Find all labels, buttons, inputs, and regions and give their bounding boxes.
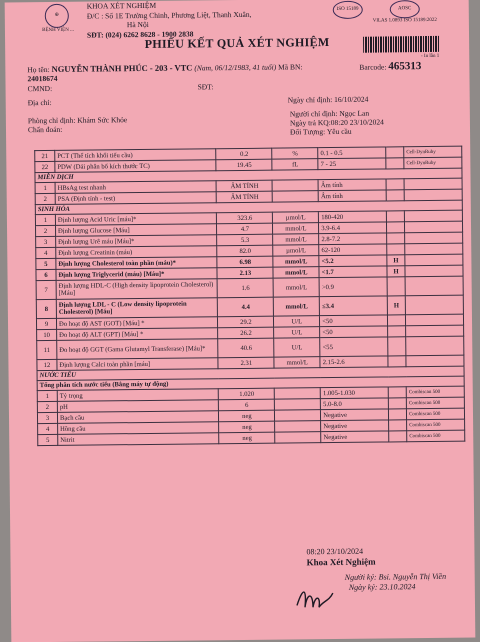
cell-test-name: Định lượng Urê máu [Máu]* (56, 235, 218, 248)
cell-unit: mmol/L (274, 357, 320, 368)
cell-unit (275, 399, 321, 410)
cell-reference: 1.005-1.030 (320, 387, 388, 399)
cell-device (405, 276, 463, 296)
cell-device: Cell-DynRuby (404, 146, 462, 158)
cell-unit: mmol/L (273, 223, 319, 234)
cell-index: 1 (35, 214, 55, 225)
address-label: Địa chỉ: (27, 97, 52, 108)
order-date: Ngày chỉ định: 16/10/2024 (287, 94, 369, 105)
cell-result: ÂM TÍNH (217, 180, 273, 192)
cell-test-name: Định lượng Glucose [Máu] (55, 224, 217, 237)
cell-flag (387, 244, 405, 255)
cell-device: Combiscan 500 (407, 408, 465, 420)
cell-test-name: PSA (Định tính - test) (55, 192, 217, 205)
cell-unit: µmol/L (273, 245, 319, 256)
cell-device (405, 254, 463, 266)
cmnd-label: CMND: (27, 83, 53, 94)
patient-dob: (Nam, 06/12/1983, 41 tuổi) (194, 62, 277, 73)
cell-reference: 0.1 - 0.5 (318, 147, 386, 159)
cell-unit (275, 388, 321, 399)
cell-reference: 2.8-7.2 (319, 233, 387, 245)
name-label: Họ tên: (27, 64, 50, 75)
cell-index: 3 (36, 236, 56, 247)
cell-result: ÂM TÍNH (217, 191, 273, 203)
hospital-logo: ⊕ (45, 4, 69, 28)
cell-device (406, 314, 464, 326)
cell-index: 9 (36, 318, 56, 329)
cell-result: 6 (219, 399, 275, 411)
cell-reference: 5.0-8.0 (321, 398, 389, 410)
cell-device (406, 336, 464, 356)
cell-unit (275, 421, 321, 432)
cell-index: 7 (36, 280, 56, 299)
barcode-number: 465313 (388, 60, 422, 73)
cell-result: 6.98 (217, 256, 273, 268)
cell-result: 1.6 (218, 278, 274, 298)
cell-unit: % (272, 148, 318, 159)
iso-seal-mark: ISO 15189 (332, 1, 362, 19)
cell-device (404, 210, 462, 222)
cell-reference: Âm tính (318, 179, 386, 191)
footer-dept: Khoa Xét Nghiệm (306, 556, 376, 568)
cell-test-name: Định lượng HDL-C (High density lipoprotein Cholesterol) [Máu] (56, 279, 218, 300)
cell-test-name: Định lượng Creatinin (máu) (56, 246, 218, 259)
cell-unit: fL (272, 159, 318, 170)
cell-test-name: Đo hoạt độ ALT (GPT) [Máu] * (57, 328, 219, 341)
ordering-room: Phòng chỉ định: Khám Sức Khỏe (27, 115, 128, 126)
cell-result: 5.3 (217, 234, 273, 246)
cell-flag: H (387, 296, 405, 315)
cell-device (404, 178, 462, 190)
cell-test-name: Tỷ trọng (57, 389, 219, 402)
cell-flag (389, 409, 407, 420)
cell-flag (386, 211, 404, 222)
cell-index: 1 (35, 182, 55, 193)
cell-index: 5 (36, 258, 56, 269)
cell-unit: U/L (274, 338, 320, 357)
sign-date: Ngày ký: 23.10.2024 (348, 582, 416, 592)
cell-flag (387, 277, 405, 296)
cell-test-name: Nitrit (58, 433, 220, 446)
cell-test-name: pH (57, 400, 219, 413)
cell-reference: <55 (320, 337, 388, 357)
cell-unit: mmol/L (274, 297, 320, 316)
patient-name: NGUYỄN THÀNH PHÚC - 203 - VTC (51, 62, 193, 74)
cell-reference: Âm tính (318, 190, 386, 202)
result-sheet (5, 0, 476, 642)
cell-result: 4.4 (218, 297, 274, 317)
cell-reference: 3.9-6.4 (319, 222, 387, 234)
cell-index: 6 (36, 269, 56, 280)
cell-reference: <50 (320, 315, 388, 327)
cell-flag (388, 326, 406, 337)
cell-device (406, 325, 464, 337)
cell-index: 4 (36, 247, 56, 258)
cell-result: 82.0 (217, 245, 273, 257)
cell-index: 4 (38, 423, 58, 434)
ma-bn-label: Mã BN: (277, 62, 303, 72)
cell-test-name: PCT (Thể tích khối tiểu cầu) (55, 149, 217, 162)
subsection-urinalysis-label: Tổng phân tích nước tiểu (Bằng máy tự động) (37, 376, 464, 390)
cell-index: 11 (37, 340, 57, 359)
cell-result: 29.2 (218, 316, 274, 328)
cell-device (405, 295, 463, 315)
cell-reference: Negative (321, 409, 389, 421)
cell-test-name: Định lượng Calci toàn phần [máu] (57, 358, 219, 371)
cell-device (405, 243, 463, 255)
cell-reference: ≤3.4 (320, 296, 388, 316)
cell-index: 12 (37, 359, 57, 370)
cell-flag (387, 222, 405, 233)
footer-time: 08:20 23/10/2024 (306, 546, 364, 557)
section-mien-dich-label: MIỄN DỊCH (35, 168, 462, 182)
cell-flag: H (387, 266, 405, 277)
phone-line: SĐT: (024) 6262 8628 - 1900 2838 (86, 28, 194, 40)
cell-reference: <50 (320, 326, 388, 338)
cell-unit: µmol/L (273, 212, 319, 223)
cell-unit: U/L (274, 316, 320, 327)
cell-device: Combiscan 500 (407, 419, 465, 431)
ma-bn-value: 24018674 (27, 73, 58, 84)
cell-flag (386, 158, 404, 169)
cell-reference: 2.15-2.6 (320, 356, 388, 368)
cell-device (404, 189, 462, 201)
cell-flag (388, 356, 406, 367)
cell-index: 2 (35, 193, 55, 204)
cell-unit (275, 432, 321, 443)
cell-reference: Negative (321, 420, 389, 432)
cell-flag (388, 315, 406, 326)
cell-unit: mmol/L (273, 256, 319, 267)
cell-result: 19.45 (216, 159, 272, 171)
cell-test-name: Định lượng Triglycerid (máu) [Máu]* (56, 268, 218, 281)
rows-sinh-hoa (35, 210, 464, 370)
sdt-label: SĐT: (197, 82, 214, 92)
cell-test-name: Hồng cầu (58, 422, 220, 435)
section-nuoc-tieu-label: NƯỚC TIỂU (37, 366, 464, 380)
result-date: Ngày trả KQ:08:20 23/10/2024 (289, 117, 384, 128)
patient-category: Đối Tượng: Yêu cầu (289, 126, 352, 137)
cell-unit: U/L (274, 327, 320, 338)
cell-test-name: HBsAg test nhanh (55, 181, 217, 194)
diagnosis-label: Chẩn đoán: (27, 124, 63, 135)
cell-test-name: Định lượng Cholesterol toàn phần (máu)* (56, 257, 218, 270)
print-count: - In lần 1 (421, 53, 440, 60)
cell-index: 1 (37, 390, 57, 401)
cell-result: 2.31 (218, 357, 274, 369)
cell-flag (386, 179, 404, 190)
signature-mark (293, 583, 335, 613)
barcode-image (363, 36, 439, 53)
cell-result: 26.2 (218, 327, 274, 339)
cell-index: 10 (37, 329, 57, 340)
cell-device: Combiscan 500 (406, 386, 464, 398)
cell-result: 4.7 (217, 223, 273, 235)
cell-device: Combiscan 500 (406, 397, 464, 409)
cell-reference: >0.9 (319, 277, 387, 297)
cell-result: 1.020 (219, 388, 275, 400)
cell-device: Cell-DynRuby (404, 157, 462, 169)
cell-flag (388, 387, 406, 398)
accreditation-seals (332, 0, 436, 24)
cell-device (406, 355, 464, 367)
cell-unit (272, 191, 318, 202)
cell-flag (386, 147, 404, 158)
cell-result: 0.2 (216, 148, 272, 160)
ordering-doctor: Người chỉ định: Ngọc Lan (289, 108, 370, 119)
cell-result: neg (219, 421, 275, 433)
cell-reference: Negative (321, 431, 389, 443)
cell-unit (275, 410, 321, 421)
cell-index: 2 (37, 401, 57, 412)
dept-name: KHOA XÉT NGHIỆM (86, 0, 157, 11)
address-line-2: Hà Nội (126, 19, 149, 30)
aosc-seal (372, 0, 436, 24)
cell-result: neg (219, 432, 275, 444)
cell-flag: H (387, 255, 405, 266)
cell-device: Combiscan 500 (407, 430, 465, 442)
cell-test-name: Đo hoạt độ GGT (Gama Glutamyl Transferase) [Máu]* (57, 339, 219, 360)
cell-test-name: Định lượng LDL - C (Low density lipoprotein Cholesterol) [Máu] (56, 298, 218, 319)
patient-name-line (27, 61, 302, 74)
cell-index: 22 (35, 161, 55, 172)
cell-test-name: Định lượng Acid Uric [máu]* (55, 213, 217, 226)
cell-reference: <1.7 (319, 266, 387, 278)
aosc-seal-sub: VILAS 1.0893 ISO 15189:2022 (372, 17, 437, 24)
cell-device (405, 221, 463, 233)
cell-result: neg (219, 410, 275, 422)
iso-seal (332, 1, 362, 19)
cell-index: 21 (35, 150, 55, 161)
cell-test-name: PDW (Dải phân bố kích thước TC) (55, 160, 217, 173)
cell-flag (388, 337, 406, 356)
lab-header (87, 0, 252, 40)
cell-reference: 7 - 25 (318, 158, 386, 170)
cell-unit: mmol/L (273, 267, 319, 278)
cell-device (405, 265, 463, 277)
cell-device (405, 232, 463, 244)
cell-flag (387, 233, 405, 244)
cell-unit: mmol/L (273, 234, 319, 245)
barcode-label: Barcode: (359, 62, 387, 72)
results-table (34, 146, 465, 446)
cell-test-name: Bạch cầu (57, 411, 219, 424)
section-sinh-hoa-label: SINH HÓA (35, 200, 462, 214)
cell-reference: 62-120 (319, 244, 387, 256)
cell-index: 3 (37, 412, 57, 423)
cell-unit (272, 180, 318, 191)
barcode-line (359, 60, 421, 73)
cell-result: 2.13 (217, 267, 273, 279)
rows-nuoc-tieu (37, 386, 465, 445)
cell-index: 8 (36, 299, 56, 318)
signer-name: Người ký: Bsi. Nguyễn Thị Viền (344, 571, 447, 582)
address-line-1: Đ/C : Số 1E Trường Chinh, Phương Liệt, Thanh Xuân, (86, 9, 252, 21)
cell-test-name: Đo hoạt độ AST (GOT) [Máu] * (56, 317, 218, 330)
cell-flag (389, 420, 407, 431)
logo-caption: BỆNH VIỆN ... (42, 27, 74, 34)
cell-flag (386, 190, 404, 201)
cell-unit: mmol/L (273, 278, 319, 297)
cell-flag (389, 431, 407, 442)
page-title: PHIẾU KẾT QUẢ XÉT NGHIỆM (144, 35, 330, 51)
aosc-seal-mark: AOSC (390, 0, 420, 18)
cell-reference: 180-420 (319, 211, 387, 223)
cell-result: 323.6 (217, 212, 273, 224)
cell-result: 40.6 (218, 338, 274, 358)
cell-index: 2 (36, 225, 56, 236)
cell-flag (388, 398, 406, 409)
cell-index: 5 (38, 434, 58, 445)
cell-reference: <5.2 (319, 255, 387, 267)
